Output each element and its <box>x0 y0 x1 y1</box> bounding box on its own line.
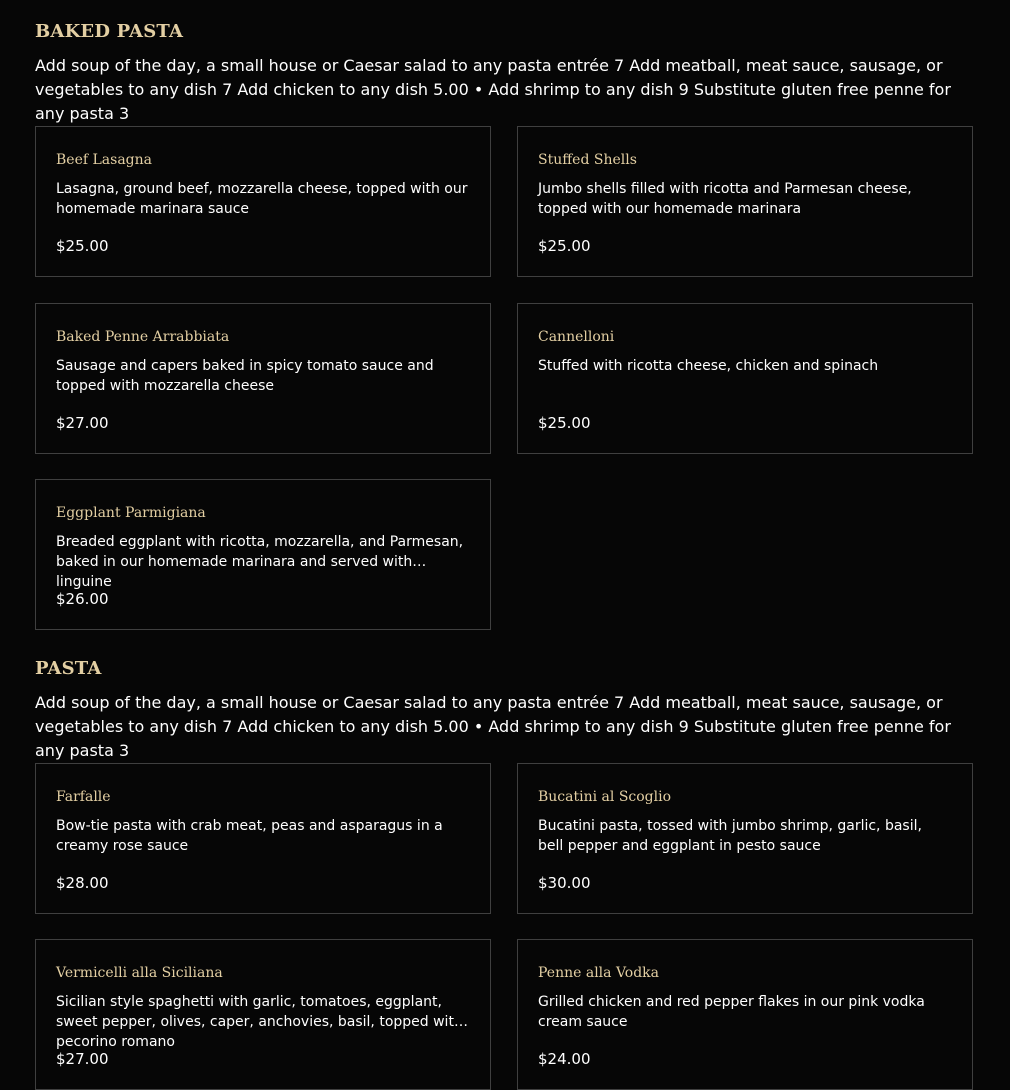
menu-item-card[interactable] <box>517 939 973 1090</box>
section-note: Add soup of the day, a small house or Caesar salad to any pasta entrée 7 Add meatball, meat sauce, sausage, or vegetables to any dish 7 Add chicken to any dish 5.00 • Add shrimp to any dish 9 Substitute gluten free penne for any pasta 3 <box>35 693 951 760</box>
menu-item-description: Grilled chicken and red pepper flakes in our pink vodka cream sauce <box>538 994 925 1030</box>
menu-item-name: Beef Lasagna <box>56 152 152 168</box>
menu-item-description: Jumbo shells filled with ricotta and Parmesan cheese, topped with our homemade marinara <box>538 181 912 217</box>
menu-item-description: Lasagna, ground beef, mozzarella cheese, topped with our homemade marinara sauce <box>56 181 468 217</box>
menu-item-card[interactable] <box>517 126 973 277</box>
section-note: Add soup of the day, a small house or Caesar salad to any pasta entrée 7 Add meatball, meat sauce, sausage, or vegetables to any dish 7 Add chicken to any dish 5.00 • Add shrimp to any dish 9 Substitute gluten free penne for any pasta 3 <box>35 56 951 123</box>
menu-item-card[interactable] <box>35 939 491 1090</box>
menu-item-price: $25.00 <box>56 237 109 255</box>
menu-item-price: $27.00 <box>56 1050 109 1068</box>
menu-item-price: $26.00 <box>56 590 109 608</box>
section-title: PASTA <box>35 658 102 679</box>
menu-item-description: Sausage and capers baked in spicy tomato sauce and topped with mozzarella cheese <box>56 358 434 394</box>
menu-item-description: Bow-tie pasta with crab meat, peas and asparagus in a creamy rose sauce <box>56 818 443 854</box>
menu-item-name: Eggplant Parmigiana <box>56 505 206 521</box>
menu-item-price: $30.00 <box>538 874 591 892</box>
menu-item-price: $25.00 <box>538 237 591 255</box>
menu-item-card[interactable] <box>35 763 491 914</box>
menu-item-description: Breaded eggplant with ricotta, mozzarella, and Parmesan, baked in our homemade marinara and served with linguine <box>56 534 464 590</box>
menu-item-description: Stuffed with ricotta cheese, chicken and spinach <box>538 358 879 374</box>
menu-item-description: Sicilian style spaghetti with garlic, tomatoes, eggplant, sweet pepper, olives, caper, anchovies, basil, topped with pecorino romano <box>56 994 463 1050</box>
menu-item-name: Baked Penne Arrabbiata <box>56 329 230 345</box>
menu-item-name: Penne alla Vodka <box>538 965 659 981</box>
menu-item-name: Farfalle <box>56 789 111 805</box>
menu-item-price: $25.00 <box>538 414 591 432</box>
section-pasta <box>35 657 975 760</box>
menu-item-name: Stuffed Shells <box>538 152 637 168</box>
menu-item-card[interactable] <box>35 303 491 454</box>
menu-item-description: Bucatini pasta, tossed with jumbo shrimp, garlic, basil, bell pepper and eggplant in pesto sauce <box>538 818 922 854</box>
menu-item-name: Bucatini al Scoglio <box>538 789 672 805</box>
menu-item-name: Vermicelli alla Siciliana <box>56 965 223 981</box>
menu-item-price: $24.00 <box>538 1050 591 1068</box>
section-title: BAKED PASTA <box>35 21 184 42</box>
menu-item-card[interactable] <box>517 303 973 454</box>
menu-item-price: $28.00 <box>56 874 109 892</box>
menu-item-card[interactable] <box>517 763 973 914</box>
section-baked-pasta <box>35 20 975 123</box>
menu-item-card[interactable] <box>35 126 491 277</box>
menu-item-card[interactable] <box>35 479 491 630</box>
menu-item-price: $27.00 <box>56 414 109 432</box>
menu-item-name: Cannelloni <box>538 329 615 345</box>
